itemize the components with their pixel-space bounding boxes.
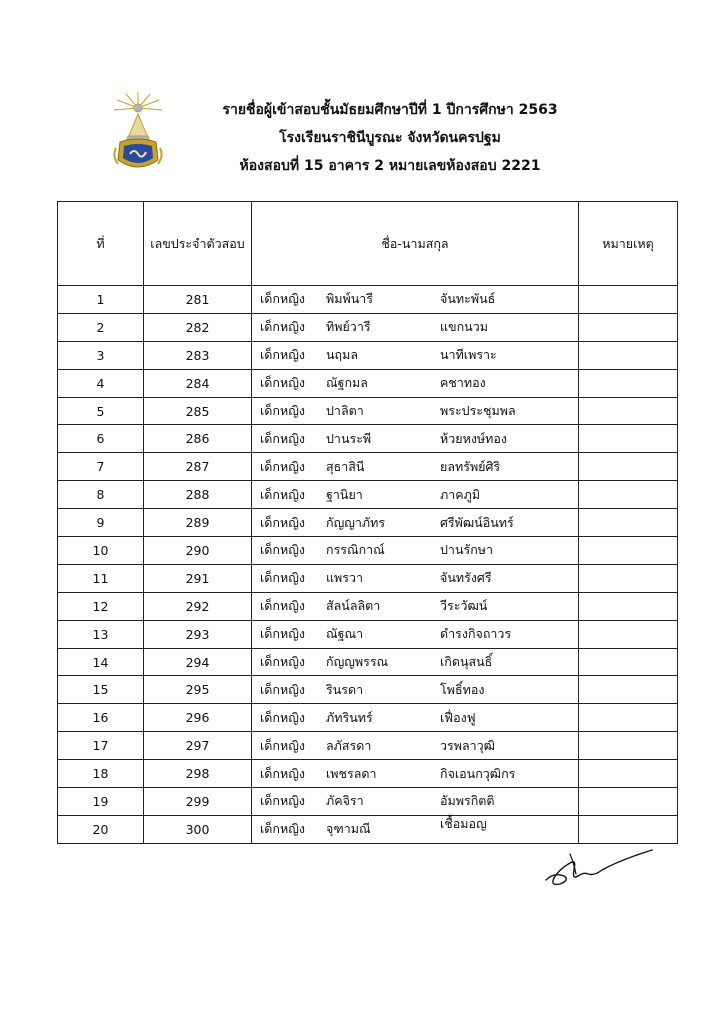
column-header-exam-id: เลขประจำตัวสอบ: [144, 202, 252, 286]
note-cell: [579, 788, 678, 816]
row-number: 15: [58, 676, 144, 704]
table-row: [58, 369, 678, 397]
first-name: ปาลิตา: [326, 403, 364, 418]
note-cell: [579, 732, 678, 760]
exam-id-cell: 299: [144, 788, 252, 816]
name-cell: [252, 453, 579, 481]
first-name: ภัทรินทร์: [326, 709, 373, 725]
row-number: 6: [58, 425, 144, 453]
row-number: 7: [58, 453, 144, 481]
last-name: จันทรังศรี: [440, 570, 492, 586]
name-prefix: เด็กหญิง: [260, 681, 305, 697]
table-row: [58, 509, 678, 537]
table-row: [58, 537, 678, 565]
note-cell: [579, 509, 678, 537]
note-cell: [579, 648, 678, 676]
row-number: 14: [58, 648, 144, 676]
name-cell: [252, 620, 579, 648]
last-name: เฟื่องฟู: [440, 709, 476, 725]
last-name: แขกนวม: [440, 319, 488, 335]
table-row: [58, 313, 678, 341]
signature: [540, 844, 660, 892]
note-cell: [579, 313, 678, 341]
row-number: 9: [58, 509, 144, 537]
name-cell: [252, 564, 579, 592]
exam-id-cell: 292: [144, 592, 252, 620]
first-name: ปานระพี: [326, 430, 372, 446]
first-name: เพชรลดา: [326, 765, 377, 781]
note-cell: [579, 369, 678, 397]
name-prefix: เด็กหญิง: [260, 347, 305, 363]
first-name: สัลน์ลลิตา: [326, 598, 381, 614]
note-cell: [579, 481, 678, 509]
row-number: 16: [58, 704, 144, 732]
name-prefix: เด็กหญิง: [260, 291, 305, 307]
table-row: [58, 676, 678, 704]
last-name: เกิดนุสนธิ์: [440, 654, 493, 670]
exam-id-cell: 291: [144, 564, 252, 592]
exam-id-cell: 300: [144, 815, 252, 843]
name-prefix: เด็กหญิง: [260, 430, 305, 446]
row-number: 17: [58, 732, 144, 760]
name-cell: [252, 397, 579, 425]
row-number: 8: [58, 481, 144, 509]
exam-id-cell: 284: [144, 369, 252, 397]
table-row: [58, 732, 678, 760]
last-name: ภาคภูมิ: [440, 486, 481, 502]
exam-id-cell: 287: [144, 453, 252, 481]
last-name: ดำรงกิจถาวร: [440, 626, 512, 642]
table-row: [58, 704, 678, 732]
table-row: [58, 341, 678, 369]
table-row: [58, 397, 678, 425]
first-name: ฐานิยา: [326, 486, 363, 502]
first-name: ลภัสรดา: [326, 737, 372, 753]
last-name: วีระวัฒน์: [440, 598, 488, 614]
note-cell: [579, 564, 678, 592]
name-prefix: เด็กหญิง: [260, 486, 305, 502]
table-row: [58, 815, 678, 843]
table-body: [58, 286, 678, 844]
row-number: 10: [58, 537, 144, 565]
row-number: 19: [58, 788, 144, 816]
name-prefix: เด็กหญิง: [260, 319, 305, 335]
name-cell: [252, 286, 579, 314]
name-cell: [252, 341, 579, 369]
first-name: กัญญาภัทร: [326, 514, 386, 530]
exam-id-cell: 293: [144, 620, 252, 648]
name-prefix: เด็กหญิง: [260, 793, 305, 809]
first-name: แพรวา: [326, 570, 364, 586]
last-name: วรพลาวุฒิ: [440, 737, 495, 753]
name-cell: [252, 760, 579, 788]
exam-id-cell: 295: [144, 676, 252, 704]
name-prefix: เด็กหญิง: [260, 570, 305, 586]
name-cell: [252, 537, 579, 565]
exam-id-cell: 296: [144, 704, 252, 732]
last-name: โพธิ์ทอง: [440, 681, 485, 697]
name-cell: [252, 732, 579, 760]
name-prefix: เด็กหญิง: [260, 514, 305, 530]
row-number: 12: [58, 592, 144, 620]
row-number: 1: [58, 286, 144, 314]
last-name: ศรีพัฒน์อินทร์: [440, 514, 514, 530]
note-cell: [579, 704, 678, 732]
last-name: กิจเอนกวุฒิกร: [440, 765, 516, 781]
name-prefix: เด็กหญิง: [260, 458, 305, 474]
name-cell: [252, 592, 579, 620]
note-cell: [579, 592, 678, 620]
exam-id-cell: 294: [144, 648, 252, 676]
table-row: [58, 592, 678, 620]
last-name: นาทีเพราะ: [440, 347, 497, 363]
row-number: 5: [58, 397, 144, 425]
last-name: อัมพรกิตติ: [440, 793, 495, 809]
name-cell: [252, 704, 579, 732]
note-cell: [579, 620, 678, 648]
note-cell: [579, 397, 678, 425]
table-header: [58, 202, 678, 286]
table-row: [58, 788, 678, 816]
name-cell: [252, 648, 579, 676]
last-name: คชาทอง: [440, 375, 486, 391]
exam-id-cell: 290: [144, 537, 252, 565]
note-cell: [579, 815, 678, 843]
note-cell: [579, 341, 678, 369]
first-name: ณัฐณา: [326, 626, 364, 642]
exam-id-cell: 298: [144, 760, 252, 788]
last-name: จันทะพันธ์: [440, 291, 496, 307]
name-prefix: เด็กหญิง: [260, 403, 305, 418]
first-name: รินรดา: [326, 681, 364, 697]
last-name: พระประชุมพล: [440, 403, 516, 418]
column-header-name: ชื่อ-นามสกุล: [252, 202, 579, 286]
last-name: ปานรักษา: [440, 542, 494, 558]
table-row: [58, 425, 678, 453]
document-header: [160, 96, 620, 180]
first-name: ภัคจิรา: [326, 793, 364, 809]
name-prefix: เด็กหญิง: [260, 598, 305, 614]
name-cell: [252, 676, 579, 704]
exam-id-cell: 289: [144, 509, 252, 537]
first-name: ณัฐกมล: [326, 375, 368, 391]
first-name: สุธาสินี: [326, 458, 365, 474]
exam-id-cell: 286: [144, 425, 252, 453]
table-row: [58, 286, 678, 314]
name-prefix: เด็กหญิง: [260, 737, 305, 753]
exam-id-cell: 288: [144, 481, 252, 509]
name-prefix: เด็กหญิง: [260, 626, 305, 642]
name-prefix: เด็กหญิง: [260, 709, 305, 725]
exam-id-cell: 282: [144, 313, 252, 341]
first-name: ทิพย์วารี: [326, 319, 371, 335]
table-row: [58, 620, 678, 648]
note-cell: [579, 425, 678, 453]
table-row: [58, 481, 678, 509]
name-prefix: เด็กหญิง: [260, 542, 305, 558]
note-cell: [579, 453, 678, 481]
column-header-note: หมายเหตุ: [579, 202, 678, 286]
first-name: นฤมล: [326, 347, 359, 363]
row-number: 11: [58, 564, 144, 592]
note-cell: [579, 676, 678, 704]
row-number: 3: [58, 341, 144, 369]
name-prefix: เด็กหญิง: [260, 654, 305, 670]
name-prefix: เด็กหญิง: [260, 765, 305, 781]
row-number: 13: [58, 620, 144, 648]
note-cell: [579, 760, 678, 788]
name-cell: [252, 481, 579, 509]
name-cell: [252, 425, 579, 453]
first-name: กรรณิกาณ์: [326, 542, 385, 558]
first-name: พิมพ์นารี: [326, 291, 373, 307]
name-prefix: เด็กหญิง: [260, 375, 305, 391]
last-name: ยลทรัพย์ศิริ: [440, 458, 501, 474]
note-cell: [579, 286, 678, 314]
last-name: เชื้อมอญ: [440, 815, 487, 831]
title-line: รายชื่อผู้เข้าสอบชั้นมัธยมศึกษาปีที่ 1 ปีการศึกษา 2563: [222, 102, 558, 118]
first-name: จุฑามณี: [326, 821, 371, 837]
table-row: [58, 564, 678, 592]
name-prefix: เด็กหญิง: [260, 821, 305, 837]
examinee-table: [57, 201, 678, 844]
school-emblem-logo: [112, 90, 164, 174]
school-line: โรงเรียนราชินีบูรณะ จังหวัดนครปฐม: [279, 130, 501, 146]
exam-id-cell: 285: [144, 397, 252, 425]
row-number: 4: [58, 369, 144, 397]
exam-id-cell: 283: [144, 341, 252, 369]
name-cell: [252, 369, 579, 397]
table-row: [58, 648, 678, 676]
note-cell: [579, 537, 678, 565]
column-header-no: ที่: [58, 202, 144, 286]
row-number: 20: [58, 815, 144, 843]
table-row: [58, 760, 678, 788]
last-name: ห้วยหงษ์ทอง: [440, 430, 508, 446]
name-cell: [252, 313, 579, 341]
row-number: 18: [58, 760, 144, 788]
exam-id-cell: 281: [144, 286, 252, 314]
name-cell: [252, 509, 579, 537]
exam-id-cell: 297: [144, 732, 252, 760]
exam-room-line: ห้องสอบที่ 15 อาคาร 2 หมายเลขห้องสอบ 2221: [239, 158, 541, 174]
table-row: [58, 453, 678, 481]
name-cell: [252, 788, 579, 816]
row-number: 2: [58, 313, 144, 341]
name-cell: [252, 815, 579, 843]
first-name: กัญญพรรณ: [326, 654, 389, 670]
